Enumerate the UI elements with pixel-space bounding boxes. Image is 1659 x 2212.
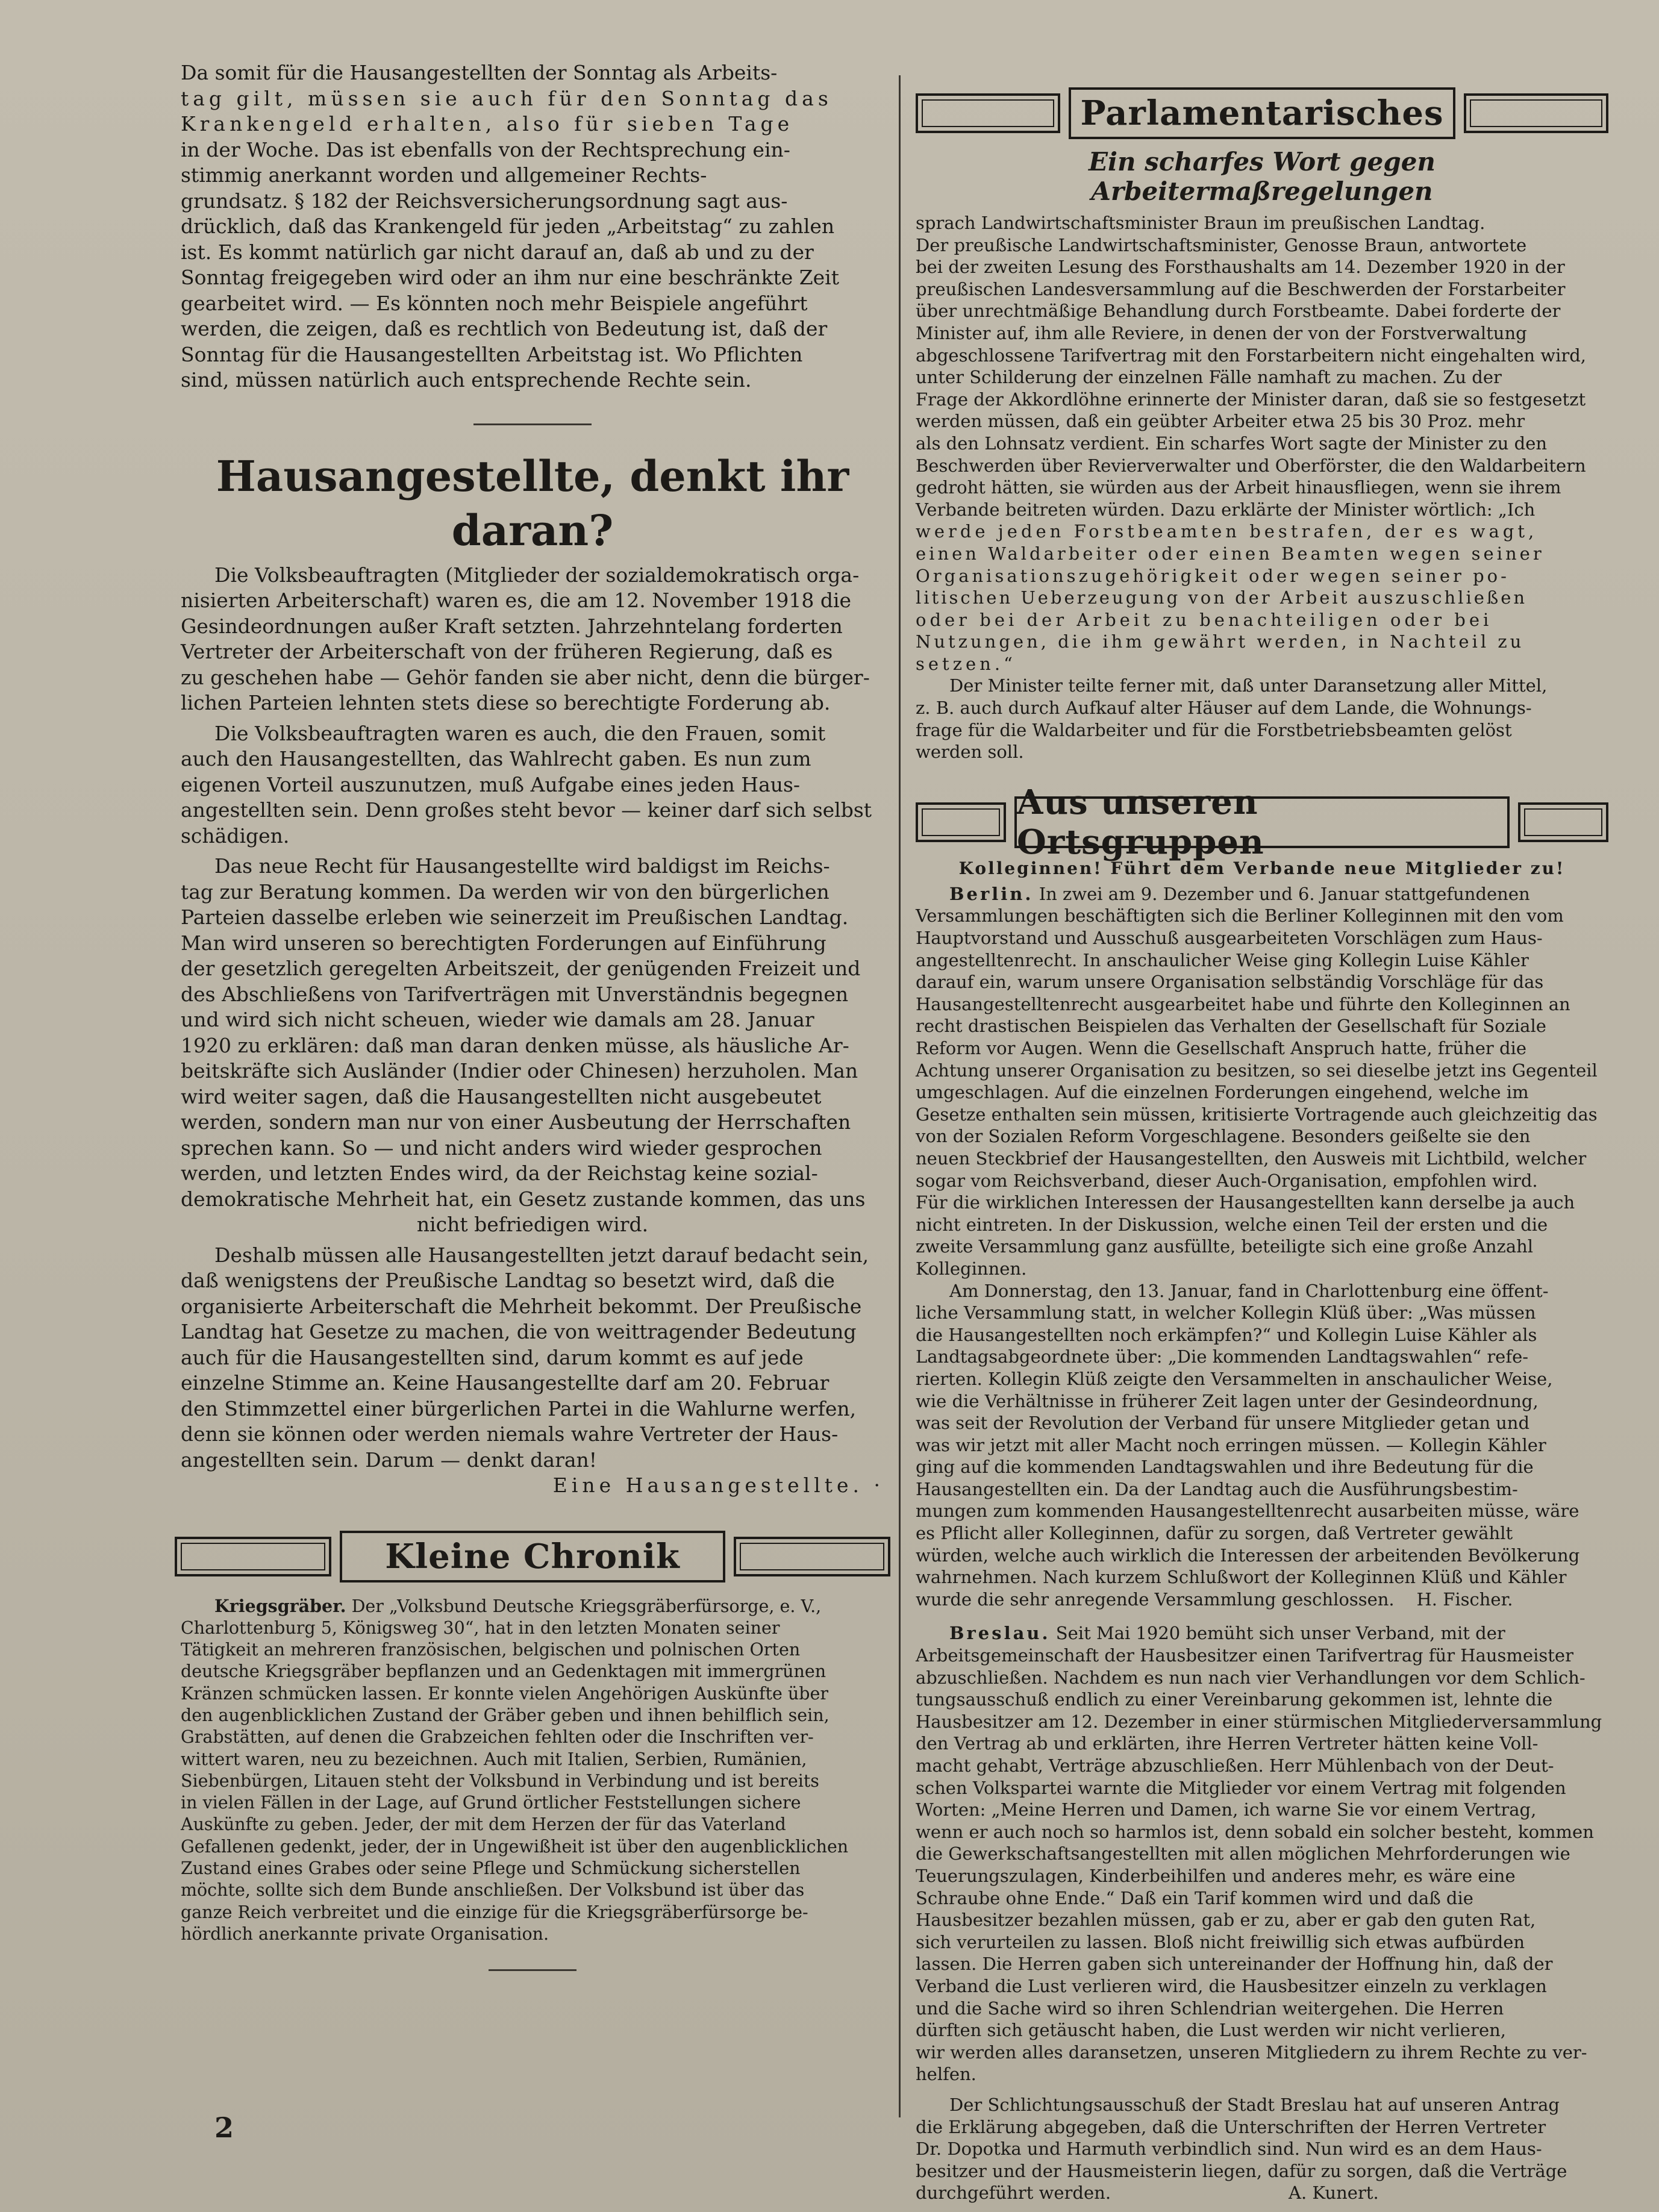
text-line: zu geschehen habe — Gehör fanden sie aber nicht, denn die bürger-	[181, 665, 870, 689]
text-line: werden soll.	[916, 742, 1024, 763]
text-line: liche Versammlung statt, in welcher Kollegin Klüß über: „Was müssen	[916, 1302, 1536, 1323]
text-line: Verband die Lust verlieren wird, die Hausbesitzer einzeln zu verklagen	[916, 1975, 1547, 1996]
text-line: angestelltenrecht. In anschaulicher Weise ging Kollegin Luise Kähler	[916, 949, 1529, 970]
text-line: wahrnehmen. Nach kurzem Schlußwort der Kolleginnen Klüß und Kähler	[916, 1567, 1567, 1588]
text-line: werden, und letzten Endes wird, da der Reichstag keine sozial-	[181, 1161, 818, 1185]
text-line: Da somit für die Hausangestellten der Sonntag als Arbeits-	[181, 61, 778, 84]
text-line: recht drastischen Beispielen das Verhalten der Gesellschaft für Soziale	[916, 1016, 1546, 1037]
text-line: wie die Verhältnisse in früherer Zeit lagen unter der Gesindeordnung,	[916, 1390, 1539, 1411]
text-line: angestellten sein. Denn großes steht bevor — keiner darf sich selbst	[181, 798, 872, 822]
text-line: tag gilt, müssen sie auch für den Sonntag das	[181, 86, 833, 110]
text-run: Seit Mai 1920 bemüht sich unser Verband, mit der	[1055, 1623, 1505, 1644]
text-line: wittert waren, neu zu bezeichnen. Auch mit Italien, Serbien, Rumänien,	[181, 1749, 807, 1769]
text-line: abzuschließen. Nachdem es nun nach vier Verhandlungen vor dem Schlich-	[916, 1667, 1586, 1688]
text-line: Deshalb müssen alle Hausangestellten jetzt darauf bedacht sein,	[214, 1243, 869, 1267]
text-line: als den Lohnsatz verdient. Ein scharfes Wort sagte der Minister zu den	[916, 433, 1548, 454]
text-line	[181, 1595, 884, 1617]
banner-title: Parlamentarisches	[1069, 87, 1455, 139]
article-body	[181, 563, 884, 1499]
banner-ornament-box	[175, 1537, 331, 1576]
text-line: Kolleginnen.	[916, 1258, 1027, 1279]
text-line: Hausangestellten ein. Da der Landtag auch die Ausführungsbestim-	[916, 1478, 1518, 1499]
section-rule	[489, 1969, 576, 1971]
text-line: möchte, sollte sich dem Bunde anschließen. Der Volksbund ist über das	[181, 1880, 805, 1901]
text-line: ging auf die kommenden Landtagswahlen und ihre Bedeutung für die	[916, 1457, 1534, 1478]
text-line: z. B. auch durch Aufkauf alter Häuser auf dem Lande, die Wohnungs-	[916, 698, 1532, 719]
text-line: sind, müssen natürlich auch entsprechende Rechte sein.	[181, 368, 752, 392]
text-line: sogar vom Reichsverband, dieser Auch-Organisation, empfohlen wird.	[916, 1170, 1538, 1191]
text-line: Hauptvorstand und Ausschuß ausgearbeiteten Vorschlägen zum Haus-	[916, 928, 1543, 949]
text-line: die Hausangestellten noch erkämpfen?“ und Kollegin Luise Kähler als	[916, 1324, 1537, 1345]
text-run: Der „Volksbund Deutsche Kriegsgräberfürsorge, e. V.,	[351, 1596, 822, 1616]
text-line: und die Sache wird so ihren Schlendrian weitergehen. Die Herren	[916, 1998, 1504, 2019]
text-line: Grabstätten, auf denen die Grabzeichen fehlten oder die Inschriften ver-	[181, 1727, 814, 1748]
text-line: helfen.	[916, 2064, 976, 2085]
text-line: auch für die Hausangestellten sind, darum kommt es auf jede	[181, 1345, 804, 1369]
text-line: Der Minister teilte ferner mit, daß unter Daransetzung aller Mittel,	[949, 675, 1548, 696]
parlamentarisches-banner	[916, 83, 1608, 143]
text-line: Krankengeld erhalten, also für sieben Tage	[181, 112, 794, 136]
text-line: hördlich anerkannte private Organisation.	[181, 1923, 549, 1944]
text-line: angestellten sein. Darum — denkt daran!	[181, 1448, 598, 1472]
text-line: Die Volksbeauftragten waren es auch, die den Frauen, somit	[214, 721, 826, 745]
text-line: lassen. Die Herren gaben sich untereinander der Hoffnung hin, daß der	[916, 1954, 1553, 1975]
text-line: sprechen kann. So — und nicht anders wird wieder gesprochen	[181, 1136, 822, 1160]
text-line: eigenen Vorteil auszunutzen, muß Aufgabe eines jeden Haus-	[181, 772, 801, 796]
text-line: von der Sozialen Reform Vorgeschlagene. Besonders geißelte sie den	[916, 1126, 1531, 1147]
text-line: organisierte Arbeiterschaft die Mehrheit bekommt. Der Preußische	[181, 1294, 862, 1318]
text-line: bei der zweiten Lesung des Forsthaushalts am 14. Dezember 1920 in der	[916, 257, 1565, 278]
text-line	[916, 883, 1608, 905]
text-line: Hausbesitzer am 12. Dezember in einer stürmischen Mitgliederversammlung	[916, 1711, 1602, 1732]
text-line: Dr. Dopotka und Harmuth verbindlich sind. Nun wird es an dem Haus-	[916, 2139, 1542, 2160]
banner-ornament-box	[916, 93, 1060, 133]
text-line: Vertreter der Arbeiterschaft von der früheren Regierung, daß es	[181, 640, 833, 663]
text-line: Organisationszugehörigkeit oder wegen seiner po-	[916, 565, 1510, 586]
text-line: wurde die sehr anregende Versammlung geschlossen. H. Fischer.	[916, 1589, 1513, 1610]
text-line: gedroht hätten, sie würden aus der Arbeit hinausfliegen, wenn sie ihrem	[916, 477, 1561, 498]
text-line: lichen Parteien lehnten stets diese so berechtigte Forderung ab.	[181, 691, 831, 714]
item-tag: Kriegsgräber.	[214, 1595, 346, 1616]
chronik-body	[181, 1595, 884, 1946]
text-line: beitskräfte sich Ausländer (Indier oder Chinesen) herzuholen. Man	[181, 1059, 858, 1083]
text-line: mungen zum kommenden Hausangestelltenrecht ausarbeiten müsse, wäre	[916, 1501, 1579, 1522]
text-line: ist. Es kommt natürlich gar nicht darauf an, daß ab und zu der	[181, 240, 814, 264]
text-line: Gesetze enthalten sein müssen, kritisierte Vortragende auch gleichzeitig das	[916, 1104, 1598, 1125]
text-line: Zustand eines Grabes oder seine Pflege und Schmückung sicherstellen	[181, 1858, 801, 1879]
text-line: abgeschlossene Tarifvertrag mit den Forstarbeitern nicht eingehalten wird,	[916, 345, 1587, 366]
banner-ornament-box	[734, 1537, 890, 1576]
text-line: denn sie können oder werden niemals wahre Vertreter der Haus-	[181, 1422, 839, 1446]
text-line: Teuerungszulagen, Kinderbeihilfen und anderes mehr, es wäre eine	[916, 1865, 1516, 1886]
text-line: Arbeitsgemeinschaft der Hausbesitzer einen Tarifvertrag für Hausmeister	[916, 1645, 1573, 1666]
text-line: rierten. Kollegin Klüß zeigte den Versammelten in anschaulicher Weise,	[916, 1368, 1553, 1389]
text-line: über unrechtmäßige Behandlung durch Forstbeamte. Dabei forderte der	[916, 301, 1561, 322]
text-line: werden, die zeigen, daß es rechtlich von Bedeutung ist, daß der	[181, 317, 828, 340]
text-line: Versammlungen beschäftigten sich die Berliner Kolleginnen mit den vom	[916, 905, 1564, 926]
text-line: preußischen Landesversammlung auf die Beschwerden der Forstarbeiter	[916, 278, 1566, 299]
text-line: unter Schilderung der einzelnen Fälle namhaft zu machen. Zu der	[916, 367, 1502, 388]
text-line: setzen.“	[916, 653, 1016, 674]
text-line: tungsausschuß endlich zu einer Vereinbarung gekommen ist, lehnte die	[916, 1689, 1553, 1710]
page-number: 2	[214, 2111, 234, 2144]
text-line: die Erklärung abgegeben, daß die Unterschriften der Herren Vertreter	[916, 2116, 1546, 2137]
text-line: tag zur Beratung kommen. Da werden wir von den bürgerlichen	[181, 879, 830, 904]
text-line: werden müssen, daß ein geübter Arbeiter etwa 25 bis 30 Proz. mehr	[916, 411, 1525, 432]
text-line: Landtag hat Gesetze zu machen, die von weittragender Bedeutung	[181, 1320, 857, 1343]
text-line: darauf ein, warum unsere Organisation selbständig Vorschläge für das	[916, 972, 1544, 993]
text-line: was seit der Revolution der Verband für unsere Mitglieder getan und	[916, 1413, 1530, 1434]
text-line: 1920 zu erklären: daß man daran denken müsse, als häusliche Ar-	[181, 1033, 849, 1057]
text-line	[916, 1622, 1608, 1645]
text-line: demokratische Mehrheit hat, ein Gesetz zustande kommen, das uns	[181, 1187, 866, 1211]
left-column	[181, 0, 884, 1971]
text-line: der gesetzlich geregelten Arbeitszeit, der genügenden Freizeit und	[181, 957, 861, 980]
text-line: einzelne Stimme an. Keine Hausangestellte darf am 20. Februar	[181, 1371, 830, 1395]
text-line: sich verurteilen zu lassen. Bloß nicht freiwillig sich etwas aufbürden	[916, 1931, 1525, 1952]
text-line: Achtung unserer Organisation zu besitzen, so sei dieselbe jetzt ins Gegenteil	[916, 1060, 1598, 1081]
text-line: Beschwerden über Revierverwalter und Oberförster, die den Waldarbeitern	[916, 455, 1586, 476]
text-line: Die Volksbeauftragten (Mitglieder der sozialdemokratisch orga-	[214, 563, 860, 587]
text-line: in der Woche. Das ist ebenfalls von der Rechtsprechung ein-	[181, 137, 790, 161]
text-line: wir werden alles daransetzen, unseren Mitgliedern zu ihrem Rechte zu ver-	[916, 2042, 1587, 2063]
text-line: durchgeführt werden. A. Kunert.	[916, 2182, 1379, 2204]
place-name: Berlin.	[949, 883, 1034, 904]
text-line: gearbeitet wird. — Es könnten noch mehr Beispiele angeführt	[181, 291, 808, 315]
text-line: werden, sondern man nur von einer Ausbeutung der Herrschaften	[181, 1110, 851, 1134]
text-line: was wir jetzt mit aller Macht noch erringen müssen. — Kollegin Kähler	[916, 1434, 1546, 1455]
member-slogan: Kolleginnen! Führt dem Verbande neue Mitglieder zu!	[958, 858, 1566, 878]
article-subheadline: Ein scharfes Wort gegen Arbeitermaßregelungen	[1089, 147, 1436, 206]
intro-paragraph	[181, 60, 884, 393]
column-divider	[899, 75, 901, 2117]
text-line: dürften sich getäuscht haben, die Lust werden wir nicht verlieren,	[916, 2020, 1507, 2041]
text-line: Verbande beitreten würden. Dazu erklärte der Minister wörtlich: „Ich	[916, 499, 1536, 520]
text-line: Sonntag für die Hausangestellten Arbeitstag ist. Wo Pflichten	[181, 342, 803, 366]
text-line: Das neue Recht für Hausangestellte wird baldigst im Reichs-	[214, 854, 830, 878]
text-line: sprach Landwirtschaftsminister Braun im preußischen Landtag.	[916, 213, 1486, 233]
text-line: nicht eintreten. In der Diskussion, welche einen Teil der ersten und die	[916, 1214, 1548, 1235]
text-line: Worten: „Meine Herren und Damen, ich warne Sie vor einem Vertrag,	[916, 1799, 1537, 1820]
banner-title: Aus unseren Ortsgruppen	[1014, 796, 1510, 848]
text-line: würden, welche auch wirklich die Interessen der arbeitenden Bevölkerung	[916, 1545, 1580, 1566]
text-line: zweite Versammlung ganz ausfüllte, beteiligte sich eine große Anzahl	[916, 1236, 1534, 1257]
text-line: Auskünfte zu geben. Jeder, der mit dem Herzen der für das Vaterland	[181, 1814, 786, 1835]
text-line: ganze Reich verbreitet und die einzige für die Kriegsgräberfürsorge be-	[181, 1902, 808, 1922]
text-line: Für die wirklichen Interessen der Hausangestellten kann derselbe ja auch	[916, 1192, 1575, 1213]
text-run: In zwei am 9. Dezember und 6. Januar stattgefundenen	[1039, 883, 1530, 904]
text-line: deutsche Kriegsgräber bepflanzen und an Gedenktagen mit immergrünen	[181, 1661, 826, 1682]
article-headline: Hausangestellte, denkt ihr daran?	[216, 451, 849, 555]
text-line: Sonntag freigegeben wird oder an ihm nur eine beschränkte Zeit	[181, 266, 839, 289]
text-line: Kränzen schmücken lassen. Er konnte vielen Angehörigen Auskünfte über	[181, 1683, 828, 1704]
text-line: neuen Steckbrief der Hausangestellten, den Ausweis mit Lichtbild, welcher	[916, 1148, 1587, 1169]
text-line: Hausangestelltenrecht ausgearbeitet habe und führte den Kolleginnen an	[916, 993, 1570, 1014]
text-line: wenn er auch noch so harmlos ist, denn sobald ein solcher besteht, kommen	[916, 1821, 1594, 1842]
text-line: besitzer und der Hausmeisterin liegen, dafür zu sorgen, daß die Verträge	[916, 2160, 1567, 2181]
text-line: Parteien dasselbe erleben wie seinerzeit im Preußischen Landtag.	[181, 905, 849, 929]
kleine-chronik-banner	[175, 1529, 890, 1584]
place-name: Breslau.	[949, 1623, 1051, 1644]
text-line: Tätigkeit an mehreren französischen, belgischen und polnischen Orten	[181, 1640, 801, 1660]
text-line: des Abschließens von Tarifverträgen mit Unverständnis begegnen	[181, 982, 849, 1006]
text-line: drücklich, daß das Krankengeld für jeden „Arbeitstag“ zu zahlen	[181, 214, 835, 238]
text-line: Frage der Akkordlöhne erinnerte der Minister daran, daß sie so festgesetzt	[916, 389, 1586, 410]
parlamentarisches-body	[916, 212, 1608, 763]
text-line: den Vertrag ab und erklärten, ihre Herren Vertreter hätten keine Voll-	[916, 1733, 1539, 1754]
text-line: Minister auf, ihm alle Reviere, in denen der von der Forstverwaltung	[916, 322, 1527, 343]
ortsgruppen-body	[916, 883, 1608, 2204]
text-line: den Stimmzettel einer bürgerlichen Partei in die Wahlurne werfen,	[181, 1396, 857, 1420]
right-column	[916, 0, 1608, 2204]
text-line: einen Waldarbeiter oder einen Beamten wegen seiner	[916, 543, 1545, 564]
text-line: Nutzungen, die ihm gewährt werden, in Nachteil zu	[916, 631, 1525, 652]
article-signature: Eine Hausangestellte. ·	[552, 1473, 884, 1497]
text-line: Man wird unseren so berechtigten Forderungen auf Einführung	[181, 931, 826, 955]
text-line: nisierten Arbeiterschaft) waren es, die am 12. November 1918 die	[181, 589, 852, 612]
text-line: umgeschlagen. Auf die einzelnen Forderungen eingehend, welche im	[916, 1082, 1529, 1103]
text-line: Der Schlichtungsausschuß der Stadt Breslau hat auf unseren Antrag	[949, 2094, 1560, 2115]
text-line: werde jeden Forstbeamten bestrafen, der es wagt,	[916, 521, 1538, 542]
text-line: schen Volkspartei warnte die Mitglieder vor einem Vertrag mit folgenden	[916, 1777, 1566, 1798]
text-line: Gefallenen gedenkt, jeder, der in Ungewißheit ist über den augenblicklichen	[181, 1836, 849, 1857]
text-line: es Pflicht aller Kolleginnen, dafür zu sorgen, daß Vertreter gewählt	[916, 1523, 1513, 1544]
text-line: stimmig anerkannt worden und allgemeiner Rechts-	[181, 163, 707, 187]
text-line: Am Donnerstag, den 13. Januar, fand in Charlottenburg eine öffent-	[949, 1280, 1549, 1301]
banner-title: Kleine Chronik	[340, 1531, 725, 1582]
text-line: Hausbesitzer bezahlen müssen, gab er zu, aber er gab den guten Rat,	[916, 1910, 1536, 1931]
text-line: Landtagsabgeordnete über: „Die kommenden Landtagswahlen“ refe-	[916, 1346, 1529, 1367]
text-line: Schraube ohne Ende.“ Daß ein Tarif kommen wird und daß die	[916, 1887, 1473, 1908]
text-line: die Gewerkschaftsangestellten mit allen möglichen Mehrforderungen wie	[916, 1843, 1570, 1864]
text-line: in vielen Fällen in der Lage, auf Grund örtlicher Feststellungen sichere	[181, 1793, 801, 1813]
text-line: Gesindeordnungen außer Kraft setzten. Jahrzehntelang forderten	[181, 614, 843, 638]
banner-ornament-box	[1464, 93, 1608, 133]
ortsgruppen-banner	[916, 782, 1608, 862]
text-line: oder bei der Arbeit zu benachteiligen oder bei	[916, 609, 1493, 630]
text-line: und wird sich nicht scheuen, wieder wie damals am 28. Januar	[181, 1008, 814, 1031]
text-line: den augenblicklichen Zustand der Gräber geben und ihnen behilflich sein,	[181, 1705, 830, 1725]
text-line: daß wenigstens der Preußische Landtag so besetzt wird, daß die	[181, 1269, 835, 1292]
text-line: Siebenbürgen, Litauen steht der Volksbund in Verbindung und ist bereits	[181, 1770, 819, 1791]
text-line: schädigen.	[181, 823, 290, 848]
text-line: Reform vor Augen. Wenn die Gesellschaft Anspruch hatte, früher die	[916, 1038, 1526, 1058]
text-line: wird weiter sagen, daß die Hausangestellten nicht ausgebeutet	[181, 1084, 822, 1108]
text-line: frage für die Waldarbeiter und für die Forstbetriebsbeamten gelöst	[916, 719, 1512, 740]
text-line: macht gehabt, Verträge abzuschließen. Herr Mühlenbach von der Deut-	[916, 1755, 1554, 1776]
banner-ornament-box	[916, 802, 1006, 842]
text-line: litischen Ueberzeugung von der Arbeit auszuschließen	[916, 587, 1528, 608]
text-line: Der preußische Landwirtschaftsminister, Genosse Braun, antwortete	[916, 234, 1527, 255]
text-line: nicht befriedigen wird.	[416, 1213, 649, 1236]
banner-ornament-box	[1518, 802, 1608, 842]
text-line: grundsatz. § 182 der Reichsversicherungsordnung sagt aus-	[181, 189, 788, 213]
text-line: Charlottenburg 5, Königsweg 30“, hat in den letzten Monaten seiner	[181, 1617, 780, 1638]
text-line: auch den Hausangestellten, das Wahlrecht gaben. Es nun zum	[181, 747, 811, 770]
